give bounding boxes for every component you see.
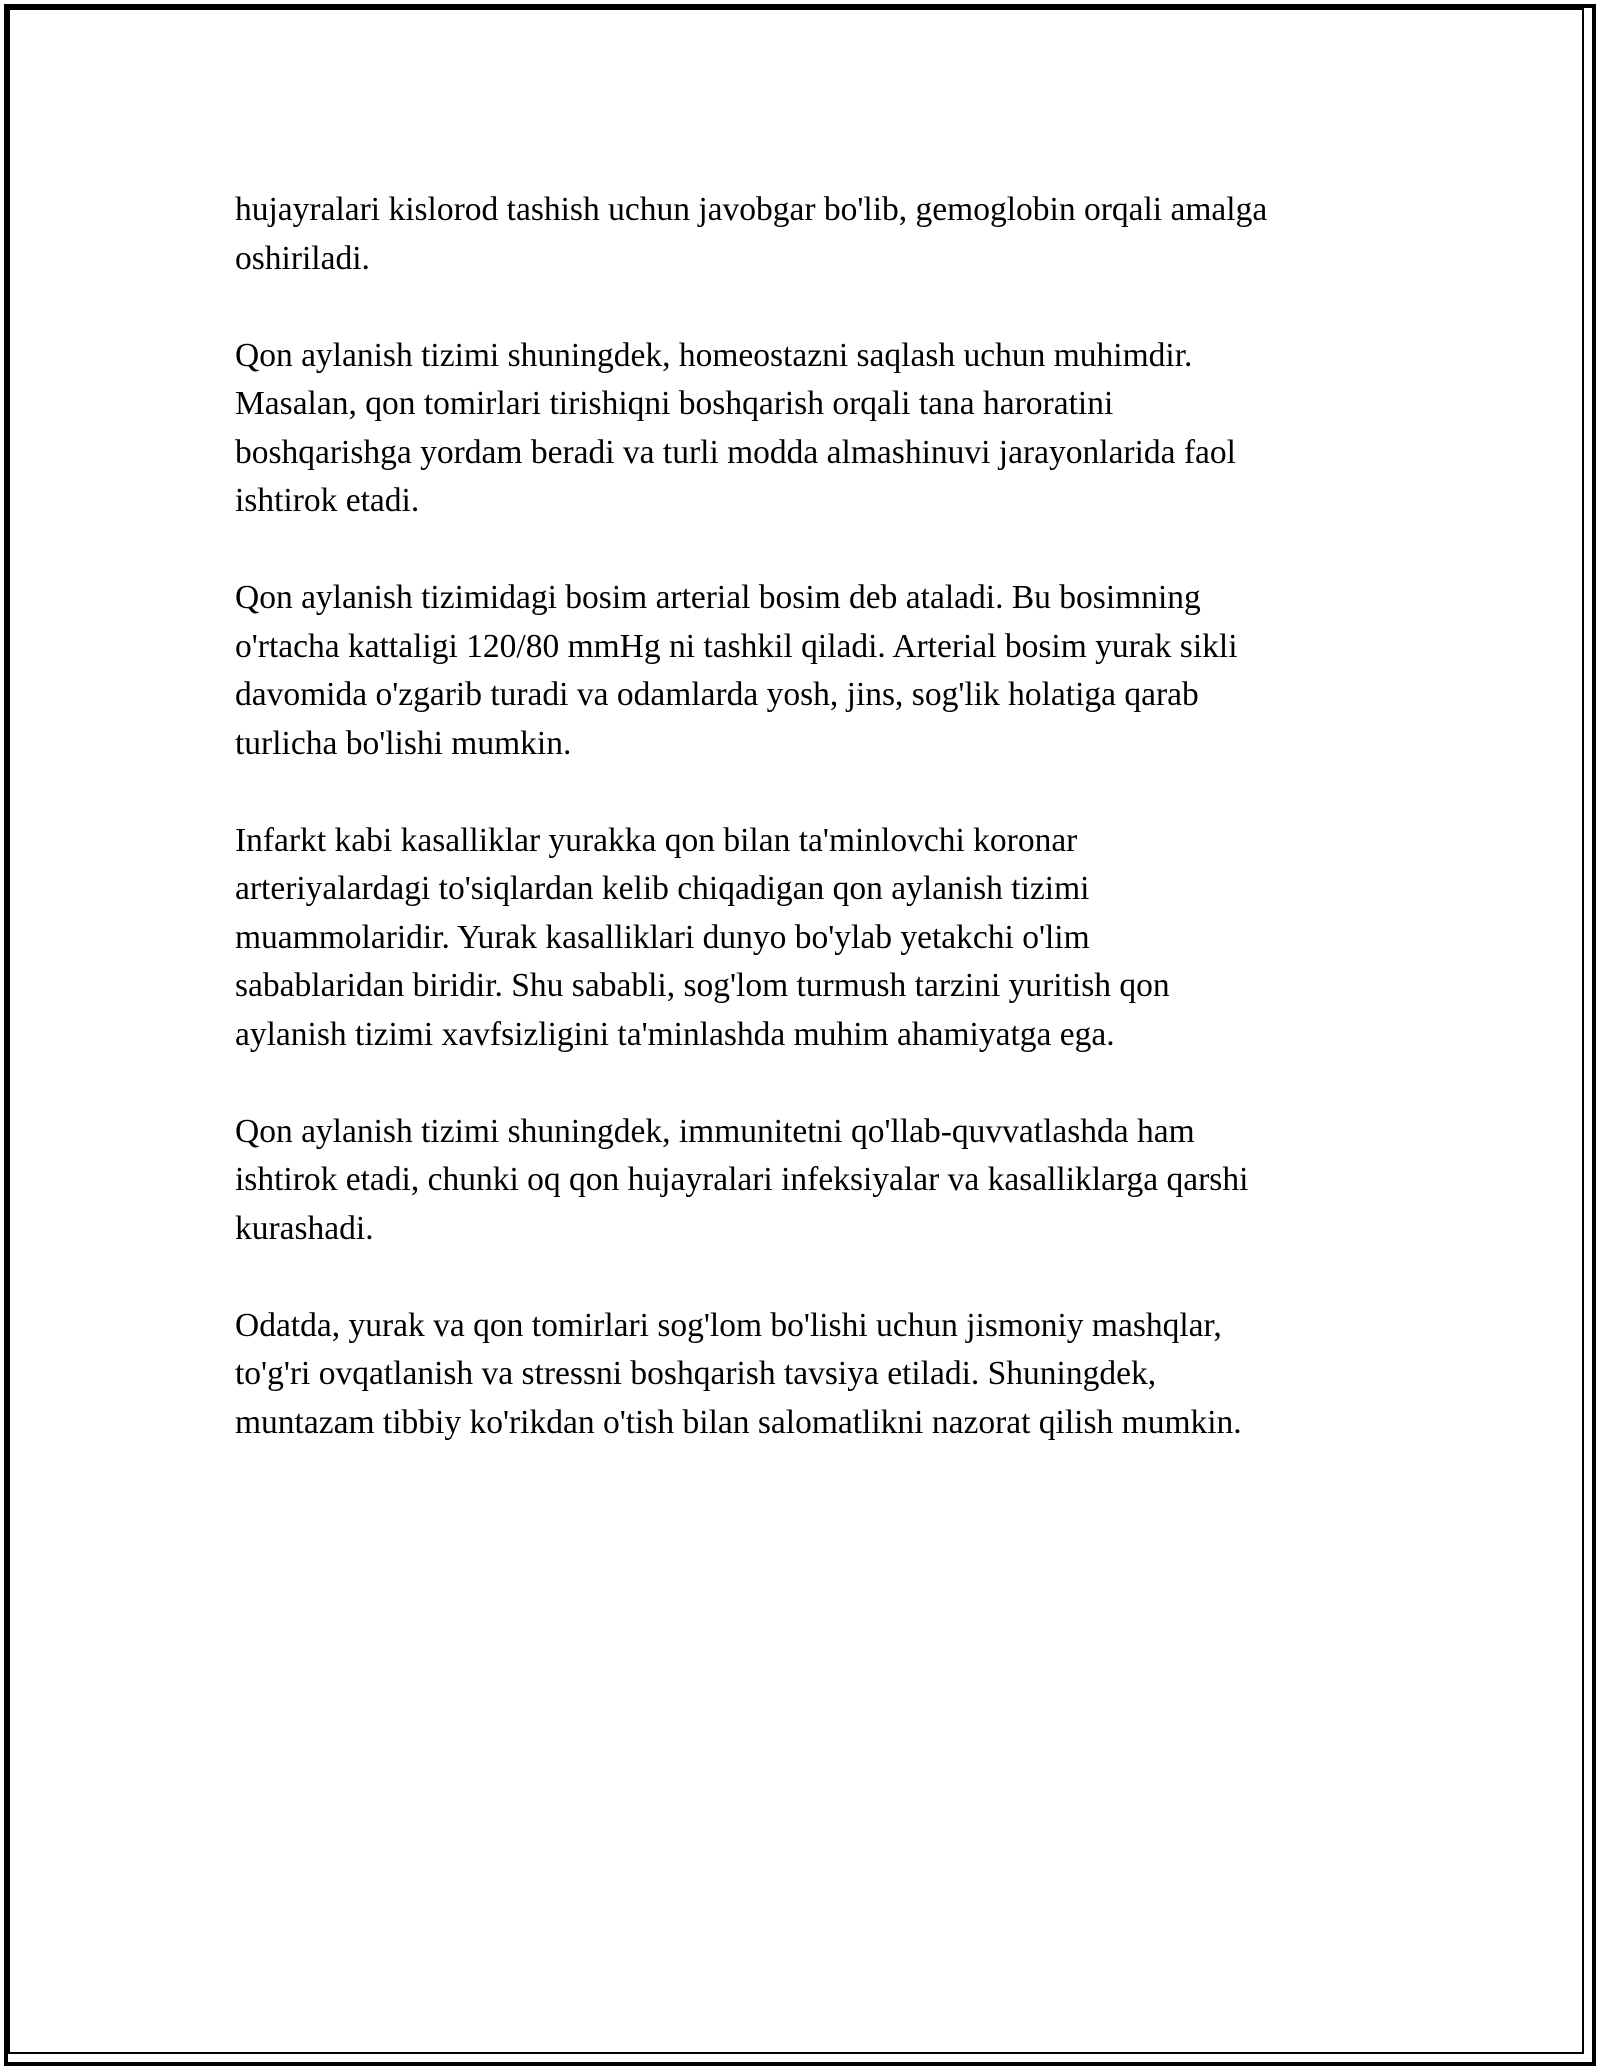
document-body	[235, 186, 1395, 1496]
paragraph-line: Qon aylanish tizimi shuningdek, homeostazni saqlash uchun muhimdir.	[235, 336, 1193, 374]
paragraph-line: Odatda, yurak va qon tomirlari sog'lom bo'lishi uchun jismoniy mashqlar,	[235, 1306, 1222, 1344]
paragraph-6	[235, 1302, 1395, 1448]
paragraph-1	[235, 186, 1395, 283]
paragraph-4	[235, 817, 1395, 1060]
paragraph-line: boshqarishga yordam beradi va turli modda almashinuvi jarayonlarida faol	[235, 433, 1236, 471]
paragraph-line: Masalan, qon tomirlari tirishiqni boshqarish orqali tana haroratini	[235, 385, 1114, 422]
paragraph-line: o'rtacha kattaligi 120/80 mmHg ni tashkil qiladi. Arterial bosim yurak sikli	[235, 627, 1238, 665]
paragraph-line: Infarkt kabi kasalliklar yurakka qon bilan ta'minlovchi koronar	[235, 821, 1078, 859]
paragraph-line: turlicha bo'lishi mumkin.	[235, 724, 572, 762]
paragraph-line: muntazam tibbiy ko'rikdan o'tish bilan salomatlikni nazorat qilish mumkin.	[235, 1403, 1242, 1441]
paragraph-line: muammolaridir. Yurak kasalliklari dunyo bo'ylab yetakchi o'lim	[235, 918, 1090, 956]
paragraph-line: to'g'ri ovqatlanish va stressni boshqarish tavsiya etiladi. Shuningdek,	[235, 1355, 1157, 1392]
paragraph-line: oshiriladi.	[235, 239, 370, 277]
paragraph-line: aylanish tizimi xavfsizligini ta'minlashda muhim ahamiyatga ega.	[235, 1015, 1115, 1053]
paragraph-line: Qon aylanish tizimidagi bosim arterial bosim deb ataladi. Bu bosimning	[235, 579, 1201, 616]
paragraph-line: arteriyalardagi to'siqlardan kelib chiqadigan qon aylanish tizimi	[235, 870, 1090, 907]
paragraph-3	[235, 574, 1395, 768]
paragraph-line: sabablaridan biridir. Shu sababli, sog'lom turmush tarzini yuritish qon	[235, 967, 1170, 1004]
paragraph-line: Qon aylanish tizimi shuningdek, immunitetni qo'llab-quvvatlashda ham	[235, 1112, 1195, 1150]
paragraph-line: davomida o'zgarib turadi va odamlarda yosh, jins, sog'lik holatiga qarab	[235, 676, 1199, 713]
paragraph-line: kurashadi.	[235, 1209, 374, 1247]
paragraph-line: ishtirok etadi.	[235, 482, 420, 519]
paragraph-2	[235, 332, 1395, 526]
paragraph-5	[235, 1108, 1395, 1254]
paragraph-line: hujayralari kislorod tashish uchun javobgar bo'lib, gemoglobin orqali amalga	[235, 191, 1268, 228]
paragraph-line: ishtirok etadi, chunki oq qon hujayralari infeksiyalar va kasalliklarga qarshi	[235, 1161, 1249, 1198]
